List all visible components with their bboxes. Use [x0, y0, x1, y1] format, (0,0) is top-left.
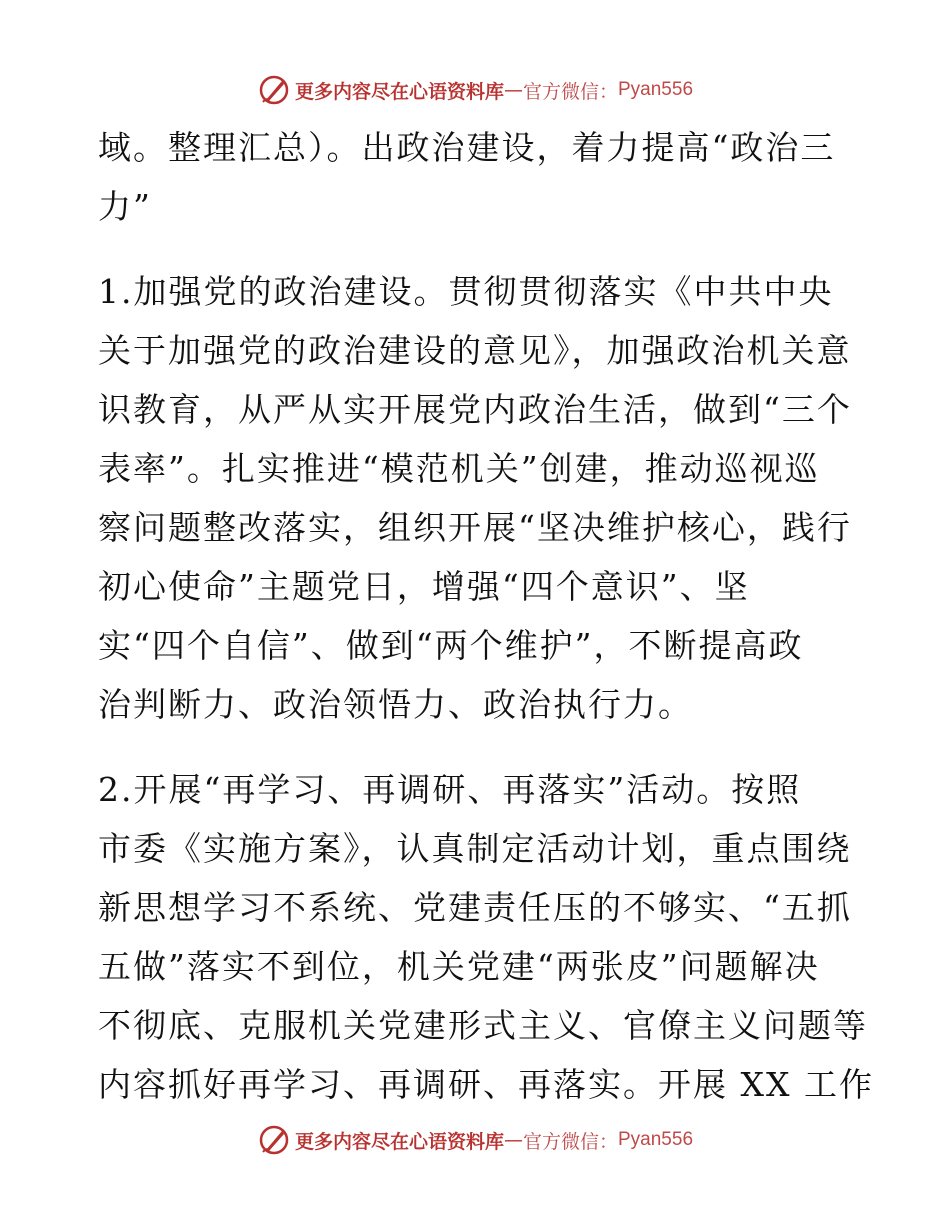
- text-line: 新思想学习不系统、党建责任压的不够实、“五抓: [98, 888, 852, 927]
- text-line: 关于加强党的政治建设的意见》，加强政治机关意: [98, 331, 852, 370]
- text-line: 识教育，从严从实开展党内政治生活，做到“三个: [98, 390, 852, 429]
- paragraph-item-1: [98, 262, 858, 734]
- watermark-site: 更多内容尽在心语资料库: [294, 80, 504, 103]
- text-line: 实“四个自信”、做到“两个维护”，不断提高政: [98, 626, 804, 665]
- watermark-site: 更多内容尽在心语资料库: [294, 1130, 504, 1153]
- text-line: 1.加强党的政治建设。贯彻贯彻落实《中共中央: [98, 272, 834, 311]
- watermark-label: 官方微信：: [522, 80, 618, 103]
- text-line: 察问题整改落实，组织开展“坚决维护核心，践行: [98, 508, 852, 547]
- watermark-label: 官方微信：: [522, 1130, 618, 1153]
- quill-pen-logo-icon: [257, 73, 291, 107]
- text-line: 五做”落实不到位，机关党建“两张皮”问题解决: [98, 947, 820, 986]
- text-line: 内容抓好再学习、再调研、再落实。开展 XX 工作: [98, 1065, 874, 1104]
- text-line: 不彻底、克服机关党建形式主义、官僚主义问题等: [98, 1006, 868, 1045]
- watermark-dash: —: [503, 79, 523, 101]
- paragraph-item-2: [98, 760, 874, 1114]
- header-watermark: [0, 70, 950, 110]
- paragraph-intro: [98, 118, 858, 236]
- text-line: 表率”。扎实推进“模范机关”创建，推动巡视巡: [98, 449, 820, 488]
- text-line: 市委《实施方案》，认真制定活动计划，重点围绕: [98, 829, 852, 868]
- text-line: 域。整理汇总）。出政治建设，着力提高“政治三: [98, 128, 836, 167]
- quill-pen-logo-icon: [257, 1123, 291, 1157]
- footer-watermark: [0, 1120, 950, 1160]
- text-line: 2.开展“再学习、再调研、再落实”活动。按照: [98, 770, 802, 809]
- watermark-wechat-id: Pyan556: [618, 79, 694, 100]
- text-line: 初心使命”主题党日，增强“四个意识”、坚: [98, 567, 750, 606]
- text-line: 治判断力、政治领悟力、政治执行力。: [98, 685, 693, 724]
- watermark-dash: —: [503, 1129, 523, 1151]
- watermark-wechat-id: Pyan556: [618, 1129, 694, 1150]
- document-body: [98, 118, 874, 1114]
- text-line: 力”: [98, 187, 152, 226]
